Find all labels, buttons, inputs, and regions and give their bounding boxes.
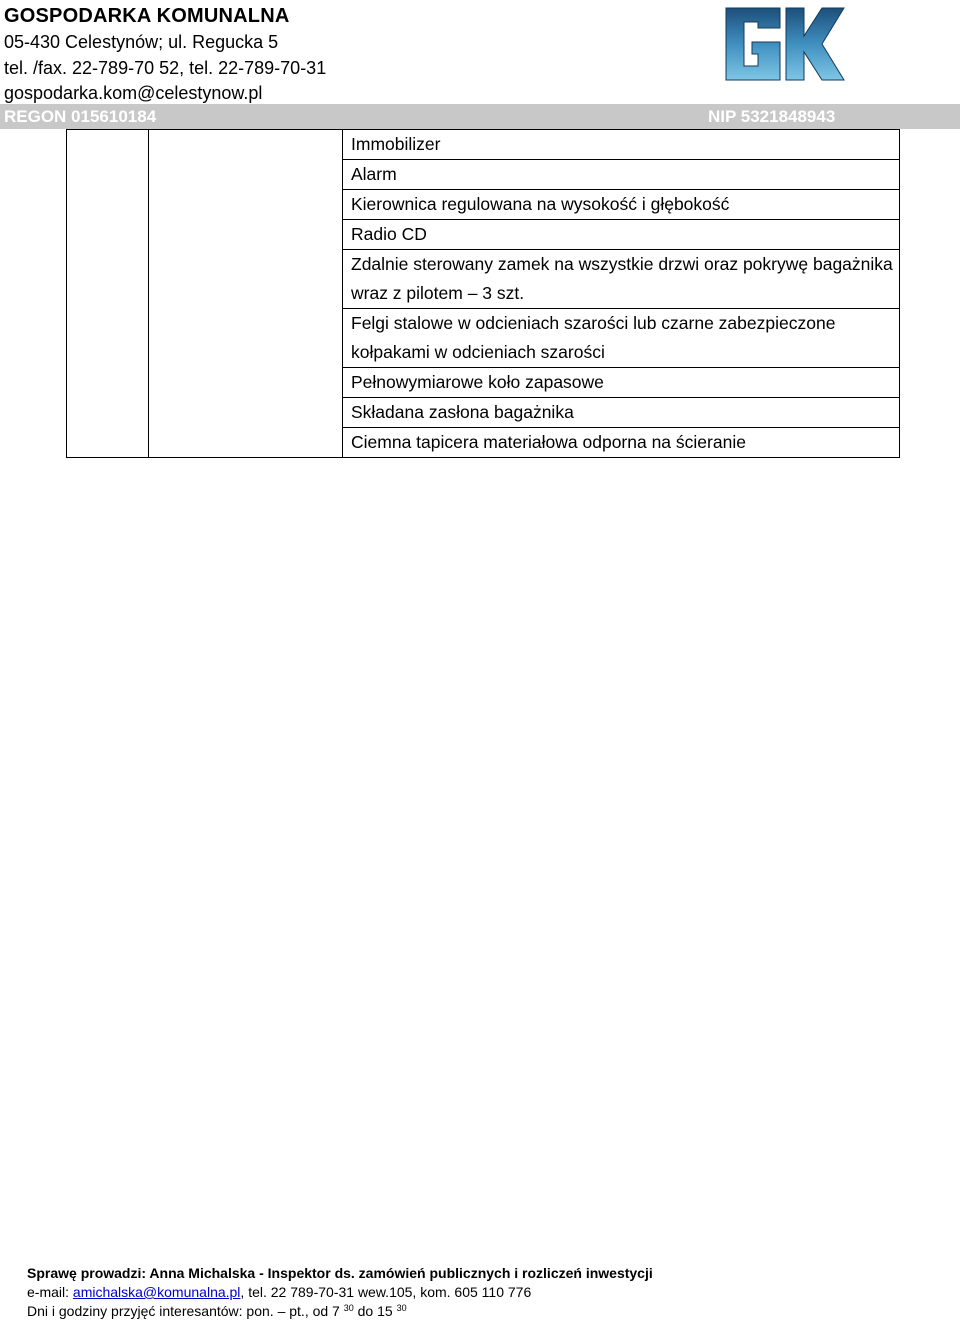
footer-handler-line [27, 1264, 927, 1283]
company-email: gospodarka.kom@celestynow.pl [4, 83, 263, 103]
contact-email-link[interactable]: amichalska@komunalna.pl [72, 1284, 241, 1300]
footer-hours-line [27, 1302, 927, 1321]
number-column [67, 130, 149, 458]
hours-from-minutes: 30 [343, 1303, 354, 1313]
spec-item: Kierownica regulowana na wysokość i głębokość [343, 190, 900, 220]
table-row [67, 130, 900, 160]
spec-item: Zdalnie sterowany zamek na wszystkie drzwi oraz pokrywę bagażnika wraz z pilotem – 3 szt. [343, 250, 900, 309]
gk-logo [718, 4, 848, 84]
handler-name: Anna Michalska - Inspektor ds. zamówień publicznych i rozliczeń inwestycji [149, 1265, 653, 1281]
spec-item: Alarm [343, 160, 900, 190]
company-address: 05-430 Celestynów; ul. Regucka 5 [4, 32, 279, 52]
spec-item: Radio CD [343, 220, 900, 250]
nip-number: NIP 5321848943 [708, 107, 836, 126]
registration-bar [0, 104, 960, 129]
hours-to: do 15 [357, 1303, 393, 1319]
document-footer [27, 1264, 927, 1321]
regon-number: REGON 015610184 [4, 107, 157, 126]
letterhead [0, 0, 960, 130]
office-hours-text: Dni i godziny przyjęć interesantów: pon. – pt., od 7 [27, 1303, 340, 1319]
spec-item: Składana zasłona bagażnika [343, 398, 900, 428]
logo-text: GK [718, 4, 720, 5]
company-name: GOSPODARKA KOMUNALNA [4, 5, 290, 27]
spec-item: Immobilizer [343, 130, 900, 160]
email-label: e-mail: [27, 1284, 70, 1300]
company-phones: tel. /fax. 22-789-70 52, tel. 22-789-70-31 [4, 58, 327, 78]
footer-contact-line [27, 1283, 927, 1302]
spec-item: Ciemna tapicera materiałowa odporna na ścieranie [343, 428, 900, 458]
spec-item: Pełnowymiarowe koło zapasowe [343, 368, 900, 398]
hours-to-minutes: 30 [396, 1303, 407, 1313]
category-column [149, 130, 343, 458]
equipment-spec-table [66, 129, 900, 458]
contact-details: , tel. 22 789-70-31 wew.105, kom. 605 110 776 [240, 1284, 532, 1300]
handler-label: Sprawę prowadzi: [27, 1265, 147, 1281]
spec-item: Felgi stalowe w odcieniach szarości lub czarne zabezpieczone kołpakami w odcieniach szarości [343, 309, 900, 368]
